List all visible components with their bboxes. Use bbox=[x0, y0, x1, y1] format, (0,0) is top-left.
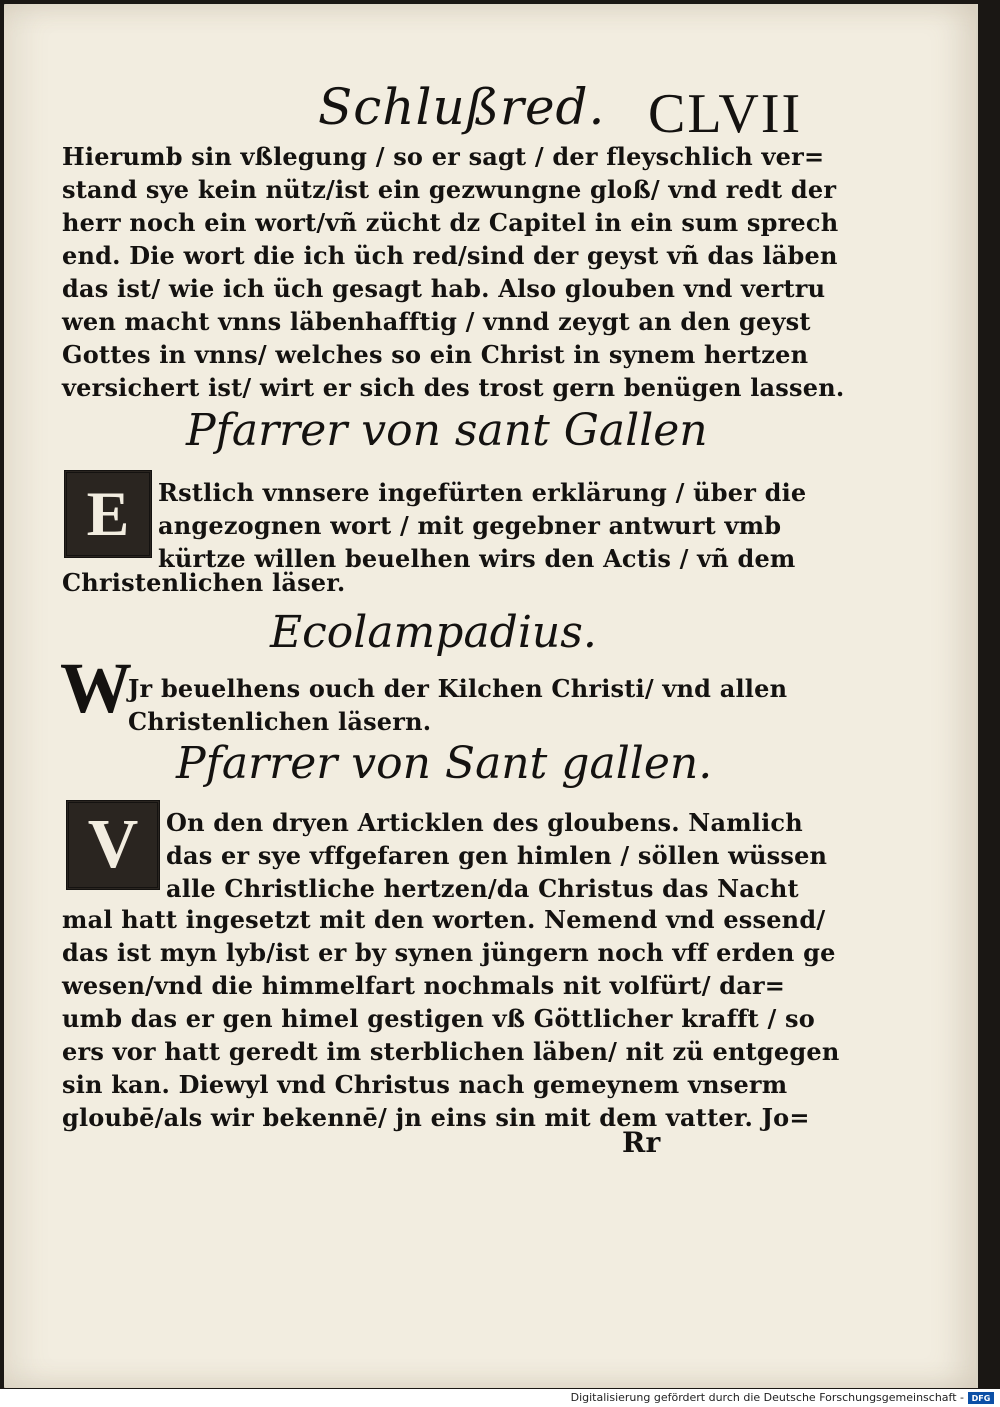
catchword: Rr bbox=[622, 1126, 661, 1159]
text-line: Gottes in vnns/ welches so ein Christ in synem hertzen bbox=[62, 340, 809, 369]
text-line: umb das er gen himel gestigen vß Göttlicher krafft / so bbox=[62, 1004, 815, 1033]
text-line: gloubē/als wir bekennē/ jn eins sin mit dem vatter. Jo= bbox=[62, 1103, 810, 1132]
text-line: Hierumb sin vßlegung / so er sagt / der fleyschlich ver= bbox=[62, 142, 825, 171]
page-fold bbox=[976, 4, 978, 1388]
text-line: herr noch ein wort/vñ zücht dz Capitel in ein sum sprech bbox=[62, 208, 839, 237]
text-line: wen macht vnns läbenhafftig / vnnd zeygt an den geyst bbox=[62, 307, 811, 336]
text-line: Christenlichen läsern. bbox=[128, 707, 432, 736]
running-head: Schlußred. bbox=[318, 78, 606, 136]
text-line: sin kan. Diewyl vnd Christus nach gemeynem vnserm bbox=[62, 1070, 788, 1099]
folio-number: CLVII bbox=[648, 83, 803, 145]
speaker-heading: Ecolampadius. bbox=[270, 607, 597, 658]
text-line: mal hatt ingesetzt mit den worten. Nemend vnd essend/ bbox=[62, 905, 826, 934]
text-line: kürtze willen beuelhen wirs den Actis / vñ dem bbox=[158, 544, 796, 573]
text-line: ers vor hatt geredt im sterblichen läben/ nit zü entgegen bbox=[62, 1037, 840, 1066]
speaker-heading: Pfarrer von sant Gallen bbox=[186, 405, 708, 456]
text-line: angezognen wort / mit gegebner antwurt vmb bbox=[158, 511, 782, 540]
text-line: das er sye vffgefaren gen himlen / söllen wüssen bbox=[166, 841, 828, 870]
text-line: stand sye kein nütz/ist ein gezwungne gloß/ vnd redt der bbox=[62, 175, 837, 204]
text-line: On den dryen Articklen des gloubens. Namlich bbox=[166, 808, 803, 837]
text-line: das ist myn lyb/ist er by synen jüngern noch vff erden ge bbox=[62, 938, 836, 967]
speaker-heading: Pfarrer von Sant gallen. bbox=[176, 738, 713, 789]
dfg-logo: DFG bbox=[968, 1392, 994, 1404]
text-line: Jr beuelhens ouch der Kilchen Christi/ vnd allen bbox=[128, 674, 788, 703]
text-line: Rstlich vnnsere ingefürten erklärung / über die bbox=[158, 478, 807, 507]
text-line: wesen/vnd die himmelfart nochmals nit volfürt/ dar= bbox=[62, 971, 786, 1000]
text-line: end. Die wort die ich üch red/sind der geyst vñ das läben bbox=[62, 241, 838, 270]
funding-credit: Digitalisierung gefördert durch die Deutsche Forschungsgemeinschaft - bbox=[570, 1391, 964, 1404]
text-line: das ist/ wie ich üch gesagt hab. Also glouben vnd vertru bbox=[62, 274, 826, 303]
text-line: Christenlichen läser. bbox=[62, 568, 346, 597]
decorated-initial: E bbox=[64, 470, 152, 558]
text-line: alle Christliche hertzen/da Christus das Nacht bbox=[166, 874, 799, 903]
decorated-initial: V bbox=[66, 800, 160, 890]
text-line: versichert ist/ wirt er sich des trost gern benügen lassen. bbox=[62, 373, 845, 402]
footer-bar bbox=[0, 1389, 1000, 1407]
initial-letter: W bbox=[60, 648, 132, 728]
